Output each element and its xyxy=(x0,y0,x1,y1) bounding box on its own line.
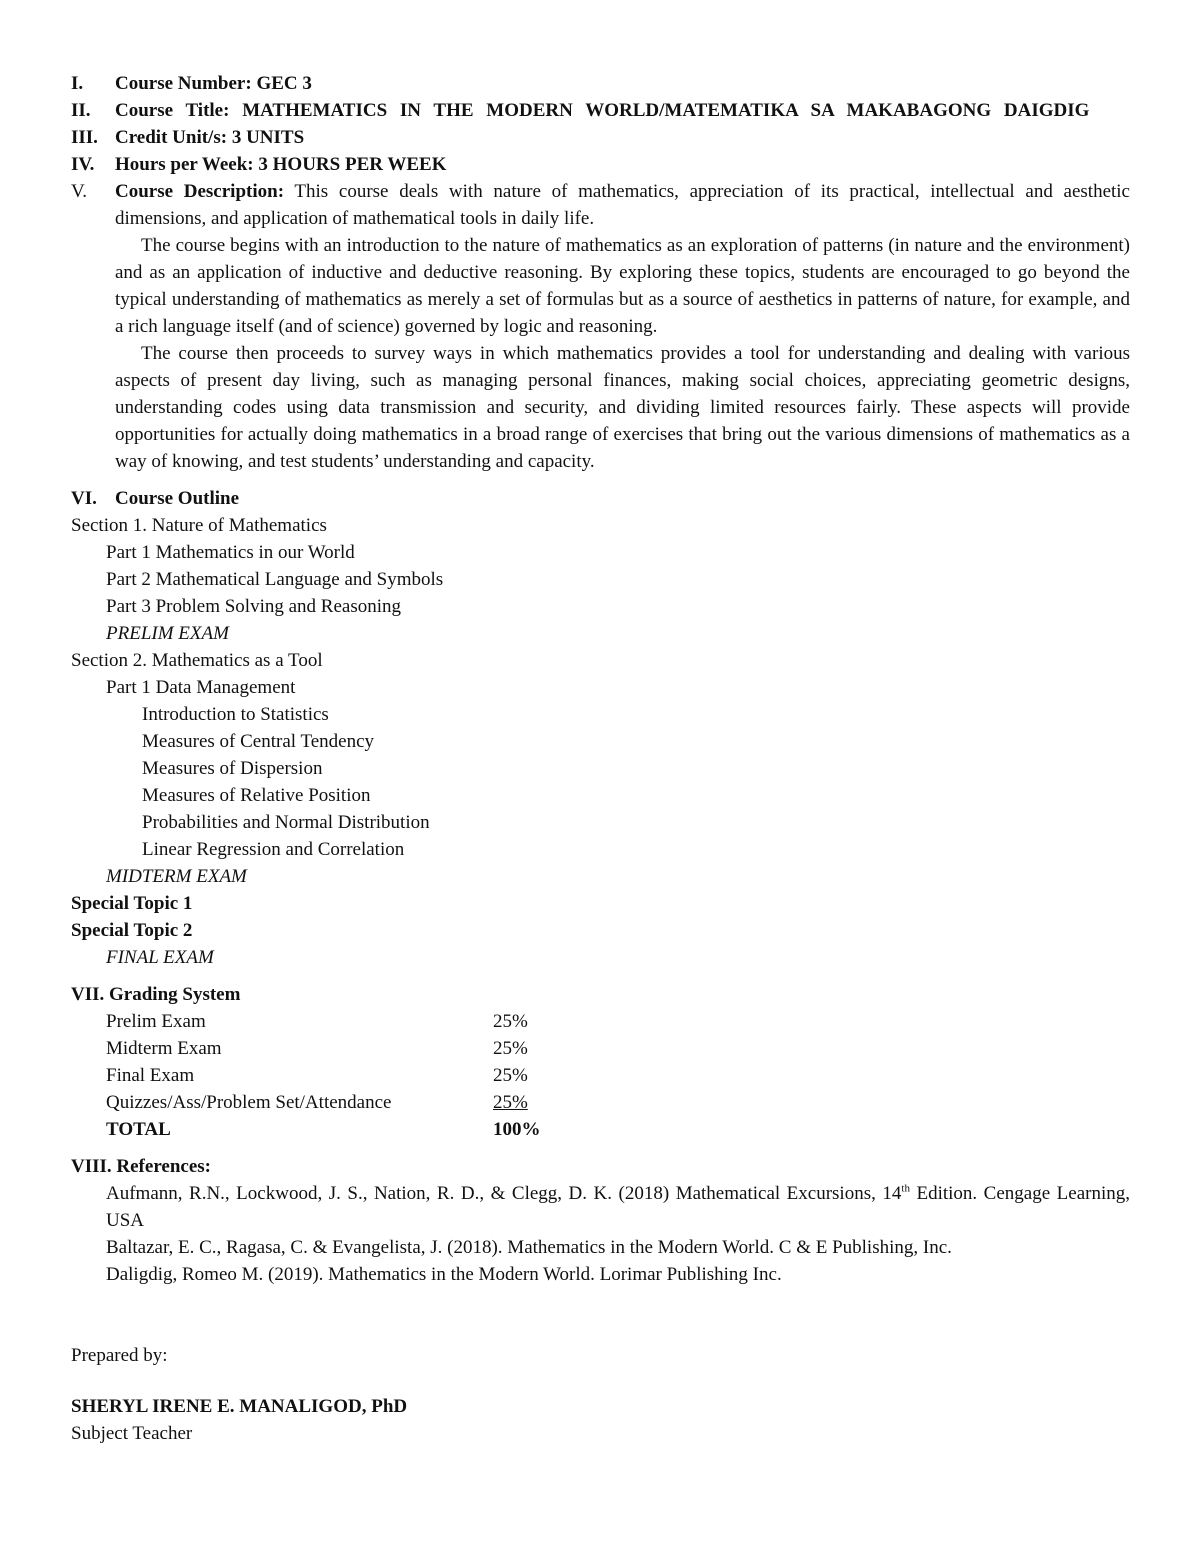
description-paragraph-2: The course then proceeds to survey ways in which mathematics provides a tool for understanding and dealing with various aspects of present day living, such as managing personal finances, making social choices, appreciating geometric designs, understanding codes using data transmission and security, and dividing limited resources fairly. These aspects will provide opportunities for actually doing mathematics in a broad range of exercises that bring out the various dimensions of mathematics as a way of knowing, and test students’ understanding and capacity. xyxy=(115,343,1130,472)
grading-label: Quizzes/Ass/Problem Set/Attendance xyxy=(106,1092,392,1113)
grading-row xyxy=(71,1089,1130,1116)
reference-item xyxy=(71,1180,1130,1234)
grading-row xyxy=(71,1035,1130,1062)
outline-part: Part 2 Mathematical Language and Symbols xyxy=(106,569,444,590)
course-description-row xyxy=(71,178,1130,232)
grading-label: Prelim Exam xyxy=(106,1011,206,1032)
final-exam: FINAL EXAM xyxy=(106,947,214,968)
outline-topic: Measures of Dispersion xyxy=(142,758,323,779)
midterm-exam: MIDTERM EXAM xyxy=(106,866,247,887)
special-topic-2: Special Topic 2 xyxy=(71,920,193,941)
course-description-label: Course Description: xyxy=(115,181,285,202)
outline-topic: Measures of Relative Position xyxy=(142,785,371,806)
course-number-label: Course Number: xyxy=(115,73,252,94)
preparer-name: SHERYL IRENE E. MANALIGOD, PhD xyxy=(71,1396,408,1417)
outline-section-1: Section 1. Nature of Mathematics xyxy=(71,515,327,536)
roman-numeral: II. xyxy=(71,100,91,121)
grading-value: 25% xyxy=(493,1092,528,1113)
grading-value: 25% xyxy=(493,1038,528,1059)
course-outline-heading xyxy=(71,485,1130,512)
outline-topic: Linear Regression and Correlation xyxy=(142,839,405,860)
outline-part: Part 1 Mathematics in our World xyxy=(106,542,355,563)
grading-row xyxy=(71,1062,1130,1089)
reference-text: Aufmann, R.N., Lockwood, J. S., Nation, R. D., & Clegg, D. K. (2018) Mathematical Excursions, 14 xyxy=(106,1183,902,1204)
reference-text: Edition. Cengage Learning, USA xyxy=(106,1183,1130,1231)
roman-numeral: VI. xyxy=(71,488,97,509)
grading-label: Final Exam xyxy=(106,1065,195,1086)
description-paragraph-1: The course begins with an introduction to the nature of mathematics as an exploration of patterns (in nature and the environment) and as an application of inductive and deductive reasoning. By exploring these topics, students are encouraged to go beyond the typical understanding of mathematics as merely a set of formulas but as a source of aesthetics in patterns of nature, for example, and a rich language itself (and of science) governed by logic and reasoning. xyxy=(115,235,1130,337)
grading-total-label: TOTAL xyxy=(106,1119,171,1140)
hours-per-week-row xyxy=(71,151,1130,178)
roman-numeral: III. xyxy=(71,127,98,148)
course-description-intro: This course deals with nature of mathematics, appreciation of its practical, intellectual and aesthetic dimensions, and application of mathematical tools in daily life. xyxy=(115,181,1130,229)
grading-system-heading: VII. Grading System xyxy=(71,984,241,1005)
course-title-row xyxy=(71,97,1130,124)
course-number-row xyxy=(71,70,1130,97)
reference-item: Baltazar, E. C., Ragasa, C. & Evangelista, J. (2018). Mathematics in the Modern World. C & E Publishing, Inc. xyxy=(106,1237,952,1258)
outline-section-2: Section 2. Mathematics as a Tool xyxy=(71,650,323,671)
outline-topic: Introduction to Statistics xyxy=(142,704,329,725)
roman-numeral: IV. xyxy=(71,154,95,175)
grading-label: Midterm Exam xyxy=(106,1038,222,1059)
outline-topic: Measures of Central Tendency xyxy=(142,731,375,752)
grading-total-row xyxy=(71,1116,1130,1143)
syllabus-page xyxy=(71,70,1130,1447)
outline-part: Part 1 Data Management xyxy=(106,677,296,698)
course-number-value: GEC 3 xyxy=(256,73,312,94)
prelim-exam: PRELIM EXAM xyxy=(106,623,229,644)
grading-value: 25% xyxy=(493,1065,528,1086)
course-title-label: Course Title: xyxy=(115,100,230,121)
grading-row xyxy=(71,1008,1130,1035)
outline-part: Part 3 Problem Solving and Reasoning xyxy=(106,596,402,617)
outline-topic: Probabilities and Normal Distribution xyxy=(142,812,430,833)
roman-numeral: I. xyxy=(71,73,84,94)
grading-total-value: 100% xyxy=(493,1119,541,1140)
prepared-by-label: Prepared by: xyxy=(71,1345,168,1366)
hours-label: Hours per Week: xyxy=(115,154,254,175)
credit-units-row xyxy=(71,124,1130,151)
special-topic-1: Special Topic 1 xyxy=(71,893,193,914)
reference-item: Daligdig, Romeo M. (2019). Mathematics in the Modern World. Lorimar Publishing Inc. xyxy=(106,1264,782,1285)
credit-units-label: Credit Unit/s: xyxy=(115,127,228,148)
course-outline-title: Course Outline xyxy=(115,488,240,509)
preparer-role: Subject Teacher xyxy=(71,1423,193,1444)
credit-units-value: 3 UNITS xyxy=(231,127,305,148)
reference-superscript: th xyxy=(901,1182,910,1195)
references-heading: VIII. References: xyxy=(71,1156,211,1177)
course-title-value: MATHEMATICS IN THE MODERN WORLD/MATEMATIKA SA MAKABAGONG DAIGDIG xyxy=(242,100,1090,121)
roman-numeral: V. xyxy=(71,181,88,202)
grading-value: 25% xyxy=(493,1011,528,1032)
hours-value: 3 HOURS PER WEEK xyxy=(258,154,447,175)
